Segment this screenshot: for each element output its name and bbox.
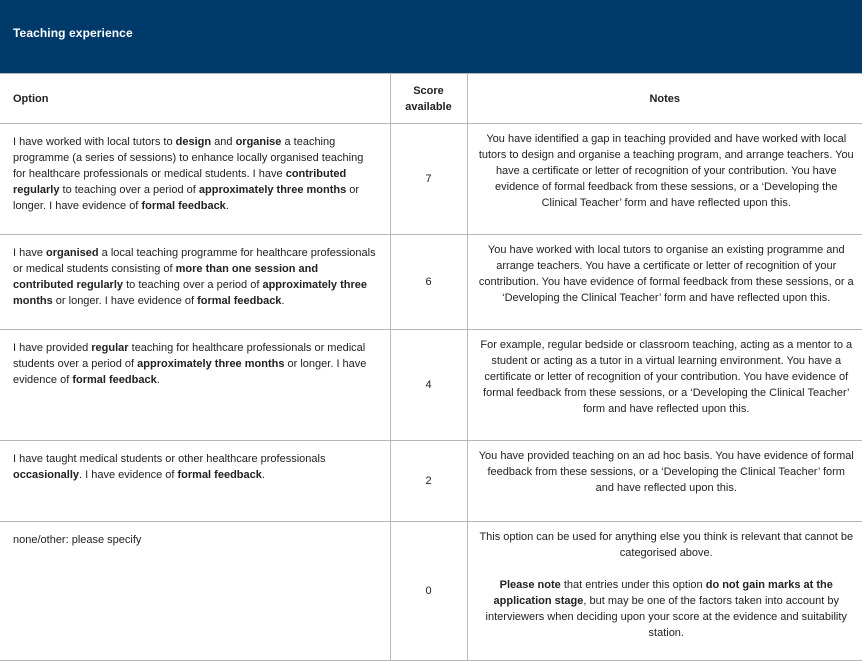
emphasis-text: formal feedback: [197, 295, 282, 307]
emphasis-text: Please note: [499, 579, 561, 591]
text-run: .: [261, 469, 265, 481]
text-run: .: [225, 200, 229, 212]
option-cell: [0, 441, 390, 522]
text-run: .: [156, 374, 160, 386]
text-run: or longer. I have evidence of: [13, 184, 360, 212]
score-cell: 2: [390, 441, 467, 522]
table-row: [0, 522, 862, 661]
emphasis-text: do not gain marks at the application stage: [493, 579, 833, 607]
scoring-table: [0, 73, 862, 661]
text-run: For example, regular bedside or classroom teaching, acting as a mentor to a student or acting as a tutor in a virtual learning environment. You have a certificate or letter of recognition of your contribution. You have evidence of formal feedback from these sessions, or a ‘Developing the Clinical Teacher’ form and have reflected upon this.: [480, 339, 853, 415]
text-run: I have provided: [13, 342, 92, 354]
text-run: teaching for healthcare professionals or medical students over a period of: [13, 342, 366, 370]
emphasis-text: approximately three months: [137, 358, 285, 370]
score-cell: 0: [390, 522, 467, 661]
score-cell: 7: [390, 124, 467, 235]
text-run: I have worked with local tutors to: [13, 136, 176, 148]
text-run: .: [281, 295, 285, 307]
section-title: Teaching experience: [13, 26, 133, 40]
option-cell: [0, 235, 390, 330]
text-run: You have identified a gap in teaching provided and have worked with local tutors to design and organise a teaching program, and arrange teachers. You have a certificate or letter of recognition of your contribution. You have evidence of formal feedback from these sessions, or a ‘Developing the Clinical Teacher’ form and have reflected upon this.: [478, 133, 854, 209]
emphasis-text: approximately three months: [198, 184, 347, 196]
text-run: or longer. I have evidence of: [52, 295, 198, 307]
text-run: I have taught medical students or other healthcare professionals: [13, 453, 326, 465]
header-notes: Notes: [467, 74, 862, 124]
emphasis-text: organise: [235, 136, 282, 148]
emphasis-text: more than one session and contributed regularly: [13, 263, 319, 291]
notes-cell: [467, 522, 862, 661]
option-cell: [0, 124, 390, 235]
emphasis-text: formal feedback: [177, 469, 262, 481]
header-option: Option: [0, 74, 390, 124]
text-run: a local teaching programme for healthcare professionals or medical students consisting of: [13, 247, 376, 275]
text-run: none/other: please specify: [13, 534, 142, 546]
paragraph-gap: [479, 561, 855, 577]
text-run: or longer. I have evidence of: [13, 358, 367, 386]
emphasis-text: organised: [46, 247, 99, 259]
emphasis-text: approximately three months: [13, 279, 368, 307]
text-run: to teaching over a period of: [59, 184, 199, 196]
header-score-line1: Score: [413, 84, 444, 97]
header-score: [390, 74, 467, 124]
emphasis-text: contributed regularly: [13, 168, 347, 196]
emphasis-text: occasionally: [13, 469, 80, 481]
section-banner: [0, 0, 862, 73]
emphasis-text: regular: [91, 342, 129, 354]
table-row: [0, 235, 862, 330]
emphasis-text: formal feedback: [141, 200, 226, 212]
text-run: You have provided teaching on an ad hoc basis. You have evidence of formal feedback from these sessions, or a ‘Developing the Clinical Teacher’ form and have reflected upon this.: [478, 450, 854, 494]
notes-cell: [467, 441, 862, 522]
table-header-row: [0, 74, 862, 124]
header-score-line2: available: [405, 100, 452, 113]
text-run: a teaching programme (a series of sessions) to enhance locally organised teaching for healthcare professionals or medical students. I have: [13, 136, 364, 180]
notes-cell: [467, 330, 862, 441]
notes-cell: [467, 235, 862, 330]
text-run: I have: [13, 247, 47, 259]
text-run: and: [211, 136, 236, 148]
table-row: [0, 124, 862, 235]
text-run: to teaching over a period of: [123, 279, 263, 291]
score-cell: 6: [390, 235, 467, 330]
text-run: You have worked with local tutors to organise an existing programme and arrange teachers. You have a certificate or letter of recognition of your contribution. You have evidence of formal feedback from these sessions, or a ‘Developing the Clinical Teacher’ form and have reflected upon this.: [478, 244, 854, 304]
text-run: . I have evidence of: [79, 469, 178, 481]
text-run: This option can be used for anything else you think is relevant that cannot be categorised above.: [479, 531, 854, 559]
notes-cell: [467, 124, 862, 235]
table-row: [0, 330, 862, 441]
emphasis-text: formal feedback: [72, 374, 157, 386]
option-cell: [0, 330, 390, 441]
text-run: , but may be one of the factors taken into account by interviewers when deciding upon your score at the evidence and suitability station.: [485, 595, 847, 639]
table-row: [0, 441, 862, 522]
emphasis-text: design: [175, 136, 212, 148]
score-cell: 4: [390, 330, 467, 441]
text-run: that entries under this option: [560, 579, 706, 591]
option-cell: [0, 522, 390, 661]
